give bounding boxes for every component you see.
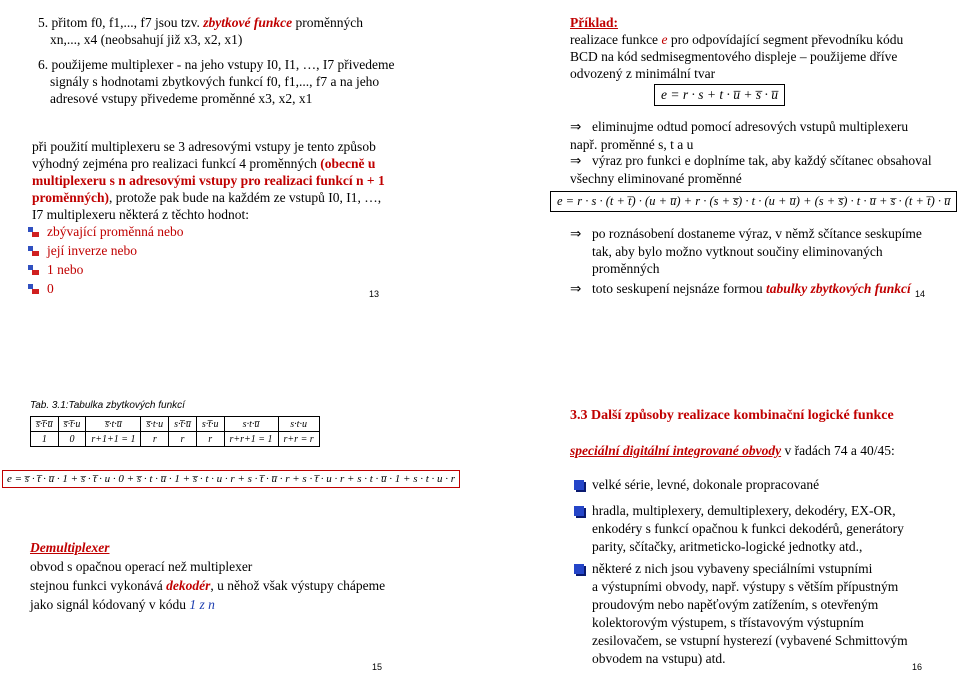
bullet-item: zbývající proměnná nebo [28, 223, 183, 240]
table-cell: s·t·u [278, 417, 319, 432]
equation-expanded: e = r · s · (t + t̅) · (u + u̅) + r · (s + s̅) · t · (u + u̅) + (s + s̅) · t · u̅ + s̅ · (t + t̅) · u̅ [550, 191, 957, 212]
table-cell: s̅·t̅·u̅ [31, 417, 59, 432]
table-header-row [31, 417, 320, 432]
table-cell: s̅·t·u [141, 417, 169, 432]
table-cell: s·t̅·u [196, 417, 224, 432]
bullet-item: 1 nebo [28, 261, 183, 278]
implies-arrow-icon: ⇒ [570, 153, 582, 169]
bullet-icon [574, 506, 584, 516]
bullet-item: velké série, levné, dokonale propracované [574, 476, 819, 493]
value-bullet-list [28, 223, 183, 299]
bullet-item: hradla, multiplexery, demultiplexery, dekodéry, EX-OR, enkodéry s funkcí opačnou k funkci dekodérů, generátory parity, sčítačky, aritmeticko-logické jednotky atd., [574, 502, 904, 556]
table-cell: s̅·t·u̅ [86, 417, 141, 432]
item-6: 6. použijeme multiplexer - na jeho vstupy I0, I1, …, I7 přivedeme signály s hodnotami zbytkových funkcí f0, f1,..., f7 a na jeho adresové vstupy přivedeme proměnné x3, x2, x1 [38, 57, 395, 106]
implies-arrow-icon: ⇒ [570, 119, 582, 135]
residual-function-table [30, 416, 320, 447]
bullet-icon [28, 283, 40, 295]
bullet-icon [574, 564, 584, 574]
slide-13 [0, 0, 470, 300]
bullet-item: některé z nich jsou vybaveny speciálními vstupními a výstupními obvody, např. výstupy s větším přípustným proudovým nebo napěťovým zatížením, s otevřeným kolektorovým výstupem, s třístavovým výstupním zesilovačem, se vstupní hysterezí (vybavené Schmittovým obvodem na vstupu) atd. [574, 560, 908, 668]
bullet-icon [28, 226, 40, 238]
table-cell: s·t·u̅ [224, 417, 278, 432]
table-cell: r+r+1 = 1 [224, 432, 278, 447]
page-number: 15 [372, 662, 383, 672]
equation-minimal-form: e = r · s + t · u̅ + s̅ · u̅ [654, 84, 785, 106]
example-intro: Příklad: realizace funkce e pro odpovídající segment převodníku kódu BCD na kód sedmisegmentového displeje – použijeme dříve odvozený z minimální tvar [570, 15, 904, 81]
table-cell: s·t̅·u̅ [169, 417, 197, 432]
example-heading: Příklad: [570, 15, 619, 30]
bullet-item: 0 [28, 280, 183, 297]
table-cell: r [169, 432, 197, 447]
bullet-icon [574, 480, 584, 490]
bullet-icon [28, 264, 40, 276]
table-row [31, 432, 320, 447]
implies-arrow-icon: ⇒ [570, 281, 582, 297]
page-number: 13 [369, 289, 380, 299]
residual-functions-term: zbytkové funkce [203, 15, 293, 30]
table-cell: s̅·t̅·u [58, 417, 86, 432]
table-cell: r+1+1 = 1 [86, 432, 141, 447]
page-number: 14 [915, 289, 926, 299]
step-eliminate: ⇒ eliminujme odtud pomocí adresových vstupů multiplexeru např. proměnné s, t a u [570, 119, 909, 152]
step-group: ⇒ po roznásobení dostaneme výraz, v němž sčítance seskupíme tak, aby bylo možno vytknout součiny eliminovaných proměnných [570, 226, 922, 276]
equation-residual-sum: e = s̅ · t̅ · u̅ · 1 + s̅ · t̅ · u · 0 + s̅ · t · u̅ · 1 + s̅ · t · u · r + s · t̅ · u̅ · r + s · t̅ · u · r + s · t · u̅ · 1 + s · t · u · r [2, 470, 460, 488]
special-ic-line: speciální digitální integrované obvody v řadách 74 a 40/45: [570, 443, 895, 458]
demultiplexer-section: Demultiplexer obvod s opačnou operací než multiplexer stejnou funkci vykonává dekodér, u něhož však výstupy chápeme jako signál kódovaný v kódu 1 z n [30, 540, 386, 612]
table-cell: r [196, 432, 224, 447]
page-number: 16 [912, 662, 923, 672]
table-cell: r [141, 432, 169, 447]
item-5: 5. přitom f0, f1,..., f7 jsou tzv. zbytkové funkce proměnných xn,..., x4 (neobsahují již x3, x2, x1) [38, 15, 363, 47]
step-table: ⇒ toto seskupení nejsnáze formou tabulky zbytkových funkcí [570, 281, 911, 297]
bullet-icon [28, 245, 40, 257]
table-cell: 1 [31, 432, 59, 447]
bullet-item: její inverze nebo [28, 242, 183, 259]
demultiplexer-heading: Demultiplexer [30, 540, 110, 555]
mux-paragraph: při použití multiplexeru se 3 adresovými vstupy je tento způsob výhodný zejména pro realizaci funkcí 4 proměnných (obecně u multiplexeru s n adresovými vstupy pro realizaci funkcí n + 1 proměnných), protože pak bude na každém ze vstupů I0, I1, …, I7 multiplexeru některá z těchto hodnot: [32, 139, 385, 222]
slide-16 [480, 370, 958, 685]
table-cell: 0 [58, 432, 86, 447]
step-extend: ⇒ výraz pro funkci e doplníme tak, aby každý sčítanec obsahoval všechny eliminované proměnné [570, 153, 932, 186]
table-caption: Tab. 3.1:Tabulka zbytkových funkcí [30, 400, 185, 411]
section-heading: 3.3 Další způsoby realizace kombinační logické funkce [570, 408, 894, 423]
table-cell: r+r = r [278, 432, 319, 447]
slide-15 [0, 370, 470, 685]
slide-14 [480, 0, 958, 330]
implies-arrow-icon: ⇒ [570, 226, 582, 242]
